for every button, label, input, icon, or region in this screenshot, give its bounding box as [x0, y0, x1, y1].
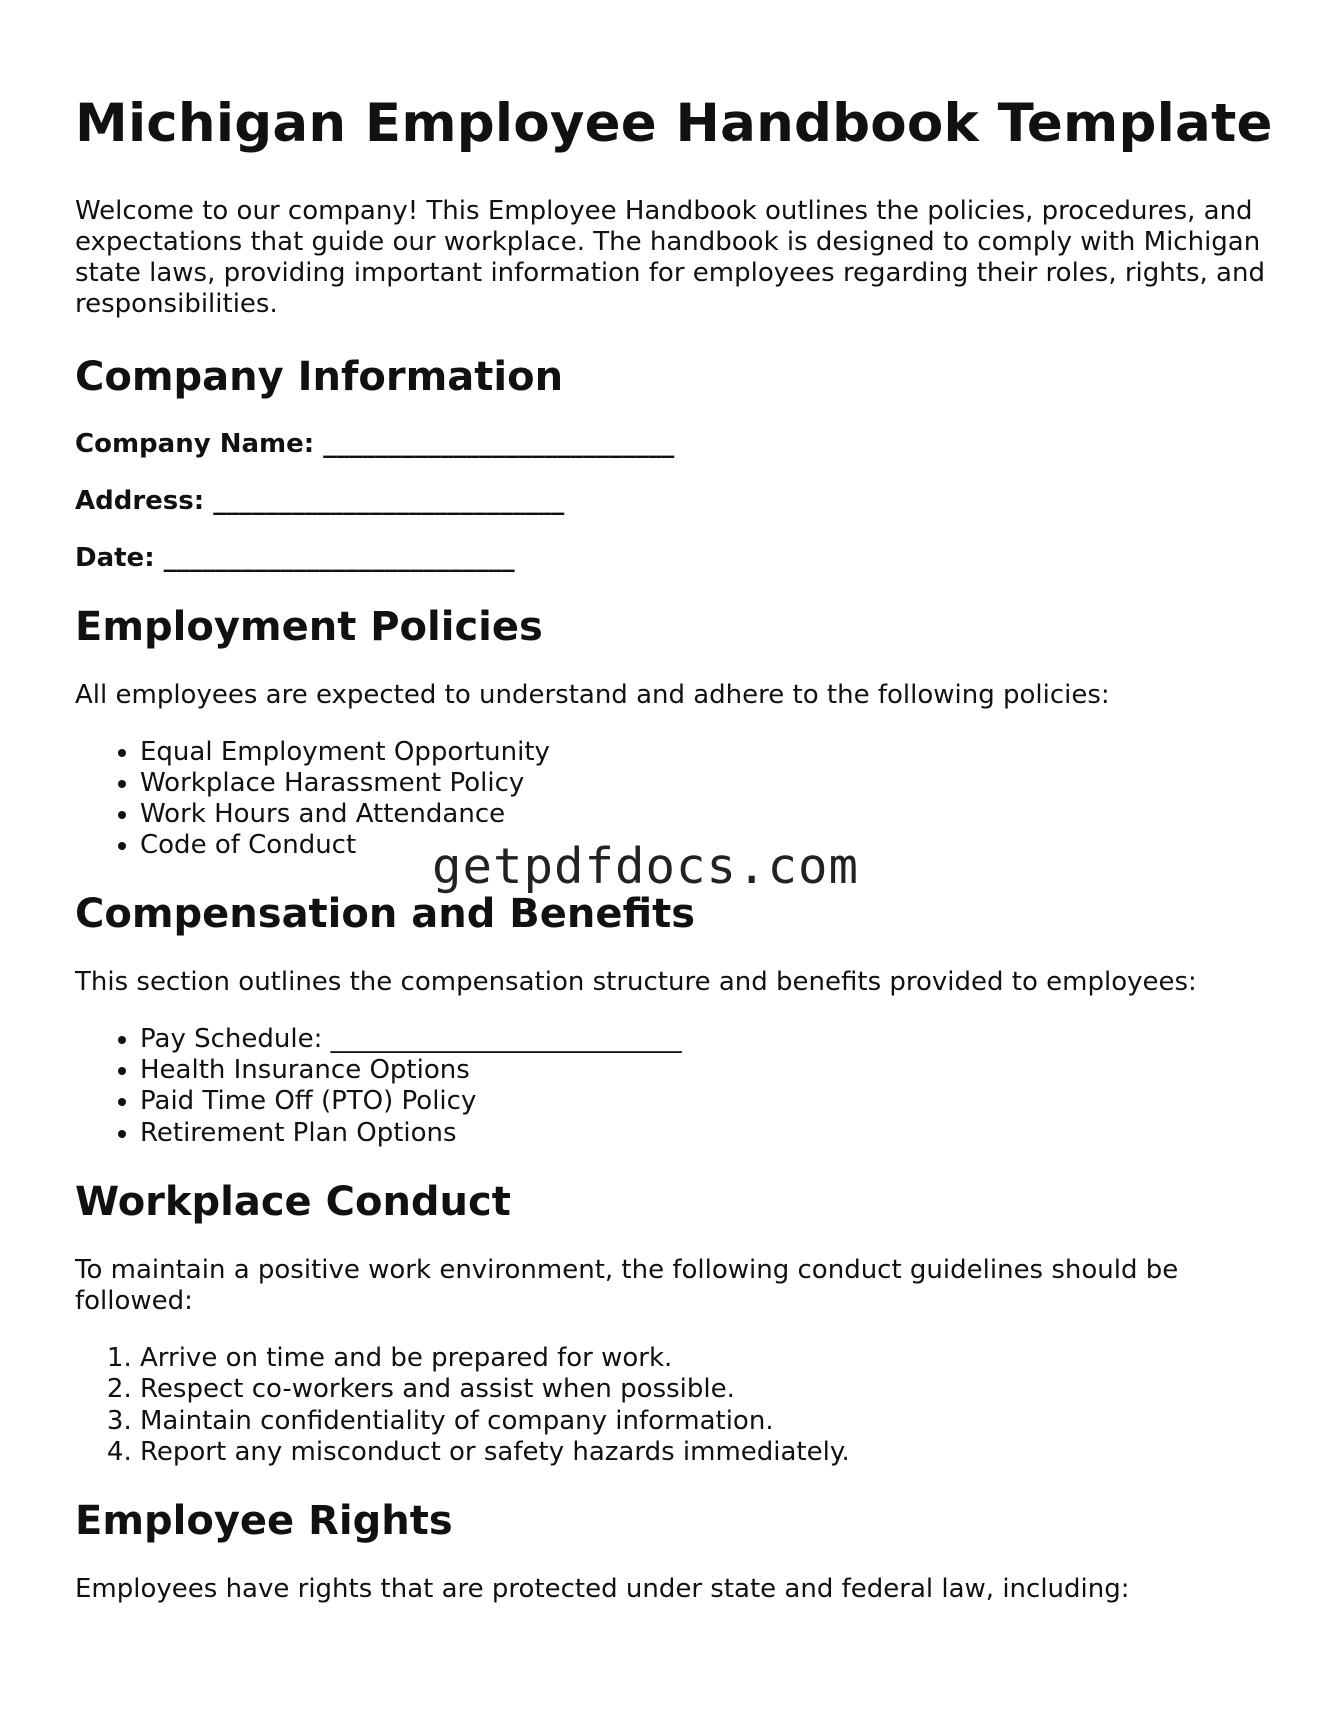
list-item: • Equal Employment Opportunity	[140, 737, 1275, 768]
employment-policies-text: All employees are expected to understand and adhere to the following policies:	[75, 679, 1110, 710]
date-field	[75, 543, 1275, 574]
date-blank: ___________________________	[163, 542, 515, 573]
list-item: • Health Insurance Options	[140, 1055, 1275, 1086]
conduct-text: To maintain a positive work environment, the following conduct guidelines should be followed:	[75, 1254, 1179, 1316]
date-label: Date:	[75, 542, 155, 573]
company-name-label: Company Name:	[75, 428, 315, 459]
compensation-list	[75, 1024, 1275, 1149]
section-heading-compensation: Compensation and Benefits	[75, 890, 696, 937]
list-item: 1. Arrive on time and be prepared for work.	[140, 1343, 1275, 1374]
rights-text: Employees have rights that are protected under state and federal law, including:	[75, 1574, 1130, 1605]
section-heading-workplace-conduct: Workplace Conduct	[75, 1178, 511, 1225]
list-item: • Workplace Harassment Policy	[140, 768, 1275, 799]
intro-paragraph: Welcome to our company! This Employee Handbook outlines the policies, procedures, and expectations that guide our workplace. The handbook is designed to comply with Michigan state laws, providing important information for employees regarding their roles, rights, and responsibilities.	[75, 195, 1265, 319]
company-info-fields	[75, 429, 1275, 574]
list-item: • Paid Time Off (PTO) Policy	[140, 1086, 1275, 1117]
list-item: • Retirement Plan Options	[140, 1118, 1275, 1149]
list-item: 3. Maintain confidentiality of company information.	[140, 1406, 1275, 1437]
watermark: getpdfdocs.com	[432, 838, 860, 895]
list-item: 2. Respect co-workers and assist when possible.	[140, 1374, 1275, 1405]
company-name-blank: ___________________________	[323, 428, 675, 459]
list-item: 4. Report any misconduct or safety hazards immediately.	[140, 1437, 1275, 1468]
section-heading-company-information: Company Information	[75, 353, 564, 400]
list-item: • Code of Conduct	[140, 830, 1275, 861]
section-heading-employee-rights: Employee Rights	[75, 1498, 453, 1545]
address-blank: ___________________________	[213, 485, 565, 516]
compensation-text: This section outlines the compensation structure and benefits provided to employees:	[75, 966, 1197, 997]
company-name-field	[75, 429, 1275, 460]
address-label: Address:	[75, 485, 205, 516]
section-heading-employment-policies: Employment Policies	[75, 603, 543, 650]
document-title: Michigan Employee Handbook Template	[75, 93, 1273, 154]
address-field	[75, 486, 1275, 517]
list-item: • Pay Schedule: ___________________________	[140, 1024, 1275, 1055]
list-item: • Work Hours and Attendance	[140, 799, 1275, 830]
document-page	[75, 0, 1275, 1605]
conduct-list	[75, 1343, 1275, 1468]
